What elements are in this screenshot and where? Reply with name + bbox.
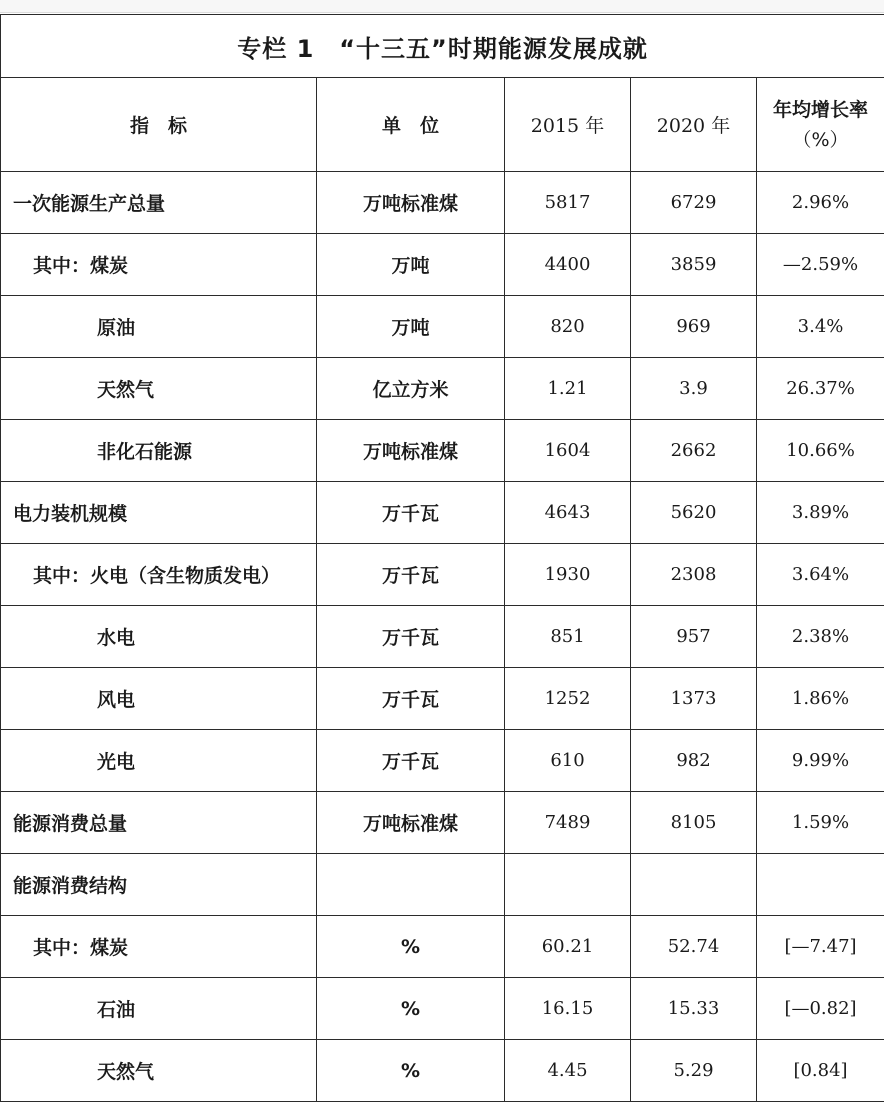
table-row (1, 172, 884, 234)
row-value-2020: 3.9 (631, 358, 757, 420)
row-indicator: 一次能源生产总量 (1, 172, 317, 234)
row-unit: % (317, 1040, 505, 1102)
row-growth-rate: 3.4% (757, 296, 884, 358)
row-indicator: 其中：煤炭 (1, 916, 317, 978)
table-row (1, 668, 884, 730)
table-row (1, 296, 884, 358)
row-indicator: 风电 (1, 668, 317, 730)
row-value-2015: 820 (505, 296, 631, 358)
row-indicator: 能源消费总量 (1, 792, 317, 854)
row-value-2020: 8105 (631, 792, 757, 854)
row-value-2020: 6729 (631, 172, 757, 234)
row-indicator: 其中：火电（含生物质发电） (1, 544, 317, 606)
table-row (1, 792, 884, 854)
row-growth-rate: [—7.47] (757, 916, 884, 978)
row-value-2020: 982 (631, 730, 757, 792)
row-indicator: 能源消费结构 (1, 854, 317, 916)
row-unit: % (317, 978, 505, 1040)
table-row (1, 730, 884, 792)
row-value-2015: 851 (505, 606, 631, 668)
row-growth-rate: 26.37% (757, 358, 884, 420)
table-row (1, 1040, 884, 1102)
row-value-2015: 4400 (505, 234, 631, 296)
header-indicator: 指 标 (1, 78, 317, 172)
row-value-2015 (505, 854, 631, 916)
row-value-2015: 1.21 (505, 358, 631, 420)
table-row (1, 916, 884, 978)
row-unit: 万千瓦 (317, 668, 505, 730)
header-unit: 单 位 (317, 78, 505, 172)
row-growth-rate: 9.99% (757, 730, 884, 792)
energy-achievements-table (0, 14, 884, 1102)
row-value-2015: 1930 (505, 544, 631, 606)
table-row (1, 420, 884, 482)
header-rate-label: 年均增长率 (757, 95, 884, 125)
row-value-2020: 5.29 (631, 1040, 757, 1102)
row-value-2020: 2308 (631, 544, 757, 606)
row-unit: 万千瓦 (317, 544, 505, 606)
row-indicator: 电力装机规模 (1, 482, 317, 544)
header-rate-unit: （%） (757, 125, 884, 155)
row-value-2020 (631, 854, 757, 916)
row-unit: 万吨标准煤 (317, 420, 505, 482)
table-row (1, 482, 884, 544)
row-growth-rate: [0.84] (757, 1040, 884, 1102)
table-title: 专栏 1 “十三五”时期能源发展成就 (1, 15, 884, 78)
header-2015: 2015 年 (505, 78, 631, 172)
row-indicator: 天然气 (1, 358, 317, 420)
row-unit: 万千瓦 (317, 482, 505, 544)
row-value-2020: 957 (631, 606, 757, 668)
row-growth-rate: 2.96% (757, 172, 884, 234)
table-row (1, 234, 884, 296)
row-growth-rate: 1.86% (757, 668, 884, 730)
row-unit: 万吨 (317, 296, 505, 358)
row-growth-rate: [—0.82] (757, 978, 884, 1040)
table-row (1, 606, 884, 668)
row-growth-rate: 1.59% (757, 792, 884, 854)
row-value-2015: 7489 (505, 792, 631, 854)
row-value-2020: 969 (631, 296, 757, 358)
row-value-2015: 5817 (505, 172, 631, 234)
row-indicator: 石油 (1, 978, 317, 1040)
row-value-2020: 3859 (631, 234, 757, 296)
row-indicator: 原油 (1, 296, 317, 358)
row-unit: 万吨标准煤 (317, 792, 505, 854)
row-value-2015: 610 (505, 730, 631, 792)
row-growth-rate: 10.66% (757, 420, 884, 482)
row-value-2015: 4.45 (505, 1040, 631, 1102)
row-unit: 万吨 (317, 234, 505, 296)
header-row (1, 78, 884, 172)
row-value-2020: 5620 (631, 482, 757, 544)
row-indicator: 光电 (1, 730, 317, 792)
row-indicator: 非化石能源 (1, 420, 317, 482)
header-2020: 2020 年 (631, 78, 757, 172)
row-value-2015: 1252 (505, 668, 631, 730)
row-growth-rate: 3.89% (757, 482, 884, 544)
row-indicator: 水电 (1, 606, 317, 668)
table-row (1, 358, 884, 420)
row-indicator: 其中：煤炭 (1, 234, 317, 296)
row-value-2020: 1373 (631, 668, 757, 730)
row-value-2015: 1604 (505, 420, 631, 482)
row-value-2020: 2662 (631, 420, 757, 482)
row-unit: 亿立方米 (317, 358, 505, 420)
row-indicator: 天然气 (1, 1040, 317, 1102)
page-top-margin (0, 0, 884, 13)
row-growth-rate: 2.38% (757, 606, 884, 668)
row-unit: 万千瓦 (317, 730, 505, 792)
row-unit: 万吨标准煤 (317, 172, 505, 234)
row-unit: % (317, 916, 505, 978)
row-value-2015: 4643 (505, 482, 631, 544)
row-growth-rate: —2.59% (757, 234, 884, 296)
row-growth-rate (757, 854, 884, 916)
table-row (1, 854, 884, 916)
row-value-2015: 16.15 (505, 978, 631, 1040)
row-value-2015: 60.21 (505, 916, 631, 978)
row-unit (317, 854, 505, 916)
row-value-2020: 15.33 (631, 978, 757, 1040)
row-unit: 万千瓦 (317, 606, 505, 668)
table-row (1, 978, 884, 1040)
row-growth-rate: 3.64% (757, 544, 884, 606)
header-growth-rate (757, 78, 884, 172)
table-row (1, 544, 884, 606)
row-value-2020: 52.74 (631, 916, 757, 978)
